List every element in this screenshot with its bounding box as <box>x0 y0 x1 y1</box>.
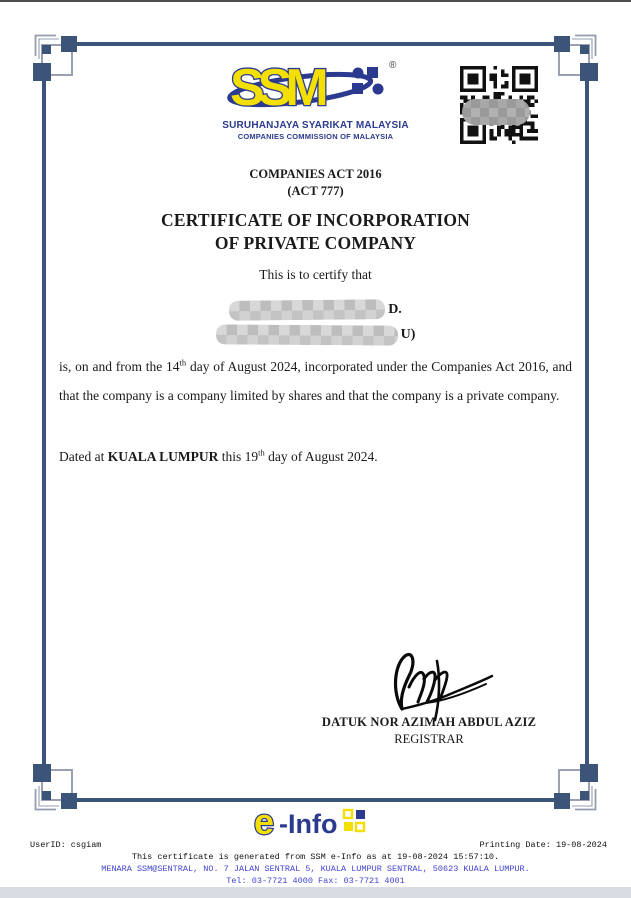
registrar-name: DATUK NOR AZIMAH ABDUL AZIZ <box>321 715 537 729</box>
dated-line <box>59 449 572 465</box>
ssm-wordmark <box>226 58 406 114</box>
footer-generated-line: This certificate is generated from SSM e-Info as at 19-08-2024 15:57:10. <box>131 852 500 862</box>
dated-city: KUALA LUMPUR <box>107 449 219 464</box>
border-corner-bottom-right <box>541 755 601 815</box>
border-corner-top-right <box>541 30 601 90</box>
svg-text:-Info: -Info <box>279 809 338 839</box>
dated-suffix: day of August 2024. <box>264 449 378 464</box>
certificate-title <box>0 209 631 255</box>
company-regno-redaction <box>216 324 398 345</box>
einfo-dots <box>344 810 365 831</box>
footer-tel-line: Tel: 03-7721 4000 Fax: 03-7721 4001 <box>226 876 405 886</box>
ssm-org-name-en: COMPANIES COMMISSION OF MALAYSIA <box>237 132 394 141</box>
footer-address-line: MENARA SSM@SENTRAL, NO. 7 JALAN SENTRAL 5, KUALA LUMPUR SENTRAL, 50623 KUALA LUMPUR. <box>101 864 530 874</box>
paragraph-text: is, on and from the 14 <box>59 359 180 374</box>
certificate-title-line1: CERTIFICATE OF INCORPORATION <box>161 210 470 230</box>
company-regno-visible-suffix: U) <box>400 327 416 342</box>
qr-redaction-blur <box>462 99 530 125</box>
certify-line: This is to certify that <box>259 267 372 282</box>
border-line-top <box>75 42 556 46</box>
paragraph-text-continued: day of August 2024, incorporated under the Companies Act 2016, and that the company is a company limited by shares and that the company is a private company. <box>59 359 572 403</box>
ordinal-superscript: th <box>179 357 187 368</box>
registered-mark: ® <box>388 60 396 71</box>
company-name-visible-suffix: D. <box>388 302 402 317</box>
incorporation-paragraph <box>59 353 572 410</box>
einfo-logo <box>252 801 379 843</box>
ssm-org-name: SURUHANJAYA SYARIKAT MALAYSIA <box>222 120 409 131</box>
registrar-signature <box>382 643 500 723</box>
footer-user-id: UserID: csgiam <box>30 840 102 850</box>
svg-text:e: e <box>254 801 275 842</box>
act-line1: COMPANIES ACT 2016 <box>249 167 382 181</box>
act-line2: (ACT 777) <box>287 184 344 198</box>
ssm-dots <box>352 67 384 95</box>
qr-code <box>460 66 538 144</box>
dated-ordinal-superscript: th <box>258 447 265 458</box>
company-name-line <box>0 300 631 320</box>
border-corner-top-left <box>30 30 90 90</box>
footer-printing-date: Printing Date: 19-08-2024 <box>479 840 607 850</box>
dated-prefix: Dated at <box>59 449 108 464</box>
registrar-title: REGISTRAR <box>394 732 464 746</box>
window-top-edge <box>0 0 631 2</box>
company-regno-line <box>0 325 631 345</box>
act-heading <box>0 166 631 200</box>
dated-mid: this 19 <box>218 449 259 464</box>
border-corner-bottom-left <box>30 755 90 815</box>
certificate-title-line2: OF PRIVATE COMPANY <box>214 233 417 253</box>
svg-text:SSM: SSM <box>229 59 322 114</box>
ssm-logo <box>218 58 413 141</box>
registrar-block <box>298 715 560 747</box>
page-bottom-edge <box>0 887 631 898</box>
company-name-redaction <box>229 299 385 321</box>
